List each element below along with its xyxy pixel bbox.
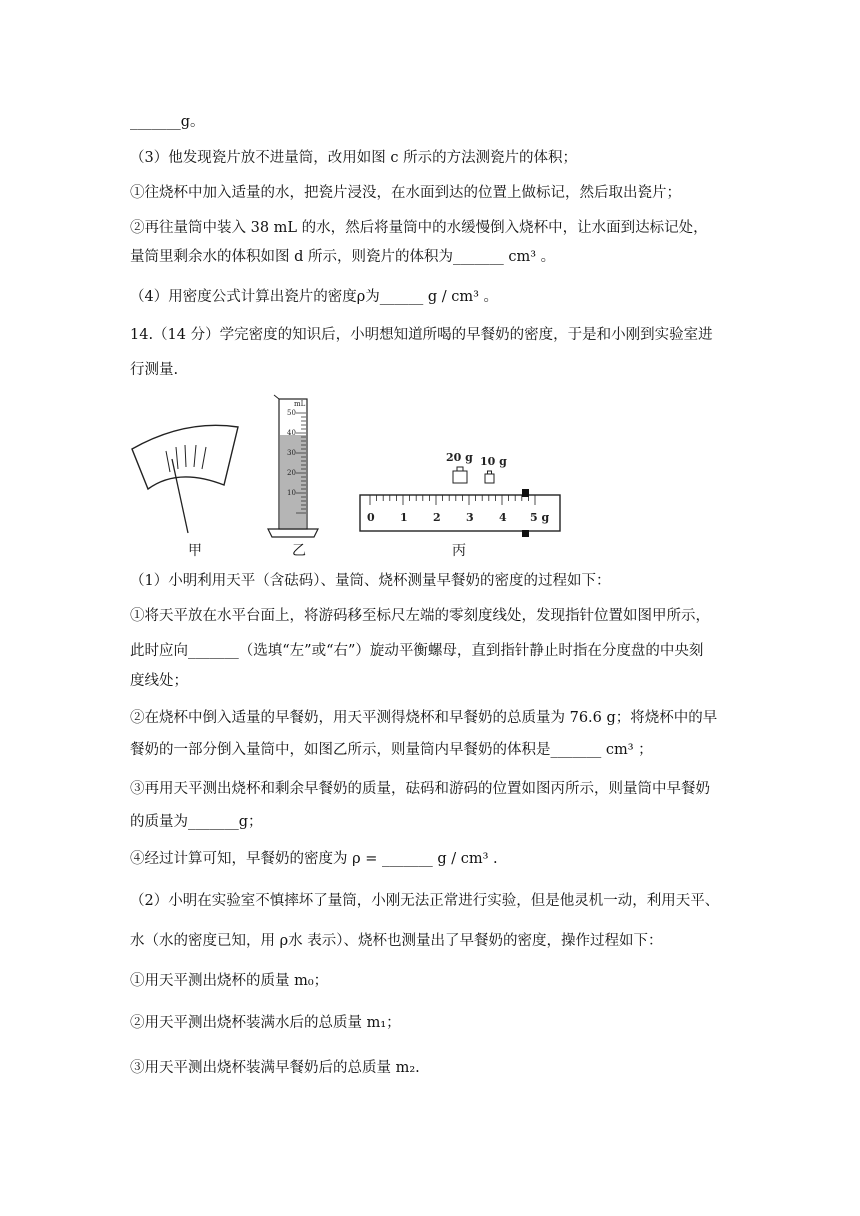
caption-yi: 乙	[292, 543, 306, 559]
weight-10g	[485, 474, 494, 483]
pointer-needle	[172, 459, 188, 533]
weight-label-10g: 10 g	[480, 455, 507, 468]
cylinder-tick: 40	[287, 429, 296, 437]
text-line: （3）他发现瓷片放不进量筒，改用如图 c 所示的方法测瓷片的体积；	[130, 150, 578, 166]
text-line: ①往烧杯中加入适量的水，把瓷片浸没，在水面到达的位置上做标记，然后取出瓷片；	[130, 185, 681, 201]
text-line: 餐奶的一部分倒入量筒中，如图乙所示，则量筒内早餐奶的体积是_______ cm³ ；	[130, 742, 653, 758]
weights-and-rider-figure	[360, 451, 560, 537]
text-line: ①用天平测出烧杯的质量 m₀；	[130, 973, 329, 989]
weight-20g	[453, 471, 467, 483]
cylinder-tick: 20	[287, 469, 296, 477]
ruler-label: 0	[367, 511, 375, 524]
text-line: 量筒里剩余水的体积如图 d 所示，则瓷片的体积为_______ cm³ 。	[130, 249, 556, 265]
ruler-label: 3	[466, 511, 474, 524]
text-line: ①将天平放在水平台面上，将游码移至标尺左端的零刻度线处，发现指针位置如图甲所示，	[130, 608, 710, 624]
balance-dial-figure	[132, 425, 238, 533]
ruler-label: 5 g	[530, 511, 550, 524]
figures-group	[128, 393, 728, 563]
text-line: ②在烧杯中倒入适量的早餐奶，用天平测得烧杯和早餐奶的总质量为 76.6 g；将烧杯中的早	[130, 710, 718, 726]
text-line: 度线处；	[130, 673, 188, 689]
text-line: （4）用密度公式计算出瓷片的密度ρ为______ g / cm³ 。	[130, 289, 499, 305]
weight-label-20g: 20 g	[446, 451, 473, 464]
rider-bottom	[522, 530, 529, 537]
question-14-title: 14.（14 分）学完密度的知识后，小明想知道所喝的早餐奶的密度，于是和小刚到实验室进	[130, 327, 713, 343]
text-line: 此时应向_______（选填“左”或“右”）旋动平衡螺母，直到指针静止时指在分度盘的中央刻	[130, 643, 704, 659]
text-line: （2）小明在实验室不慎摔坏了量筒，小刚无法正常进行实验，但是他灵机一动，利用天平、	[130, 893, 720, 909]
cylinder-unit: mL	[294, 400, 306, 408]
cylinder-tick: 50	[287, 409, 296, 417]
text-line: ②用天平测出烧杯装满水后的总质量 m₁；	[130, 1015, 401, 1031]
text-line: ③再用天平测出烧杯和剩余早餐奶的质量，砝码和游码的位置如图丙所示，则量筒中早餐奶	[130, 781, 710, 797]
text-line: （1）小明利用天平（含砝码）、量筒、烧杯测量早餐奶的密度的过程如下：	[130, 573, 611, 589]
ruler-label: 1	[400, 511, 408, 524]
text-line: _______g。	[130, 114, 205, 130]
cylinder-tick: 30	[287, 449, 296, 457]
ruler-label: 2	[433, 511, 441, 524]
ruler-label: 4	[499, 511, 507, 524]
text-line: 的质量为_______g；	[130, 814, 263, 830]
text-line: 行测量.	[130, 362, 179, 378]
graduated-cylinder-figure	[268, 395, 318, 537]
rider-top	[522, 489, 529, 497]
cylinder-tick: 10	[287, 489, 296, 497]
caption-jia: 甲	[188, 543, 202, 559]
text-line: ③用天平测出烧杯装满早餐奶后的总质量 m₂.	[130, 1060, 420, 1076]
text-line: ②再往量筒中装入 38 mL 的水，然后将量筒中的水缓慢倒入烧杯中，让水面到达标记处，	[130, 220, 708, 236]
text-line: 水（水的密度已知，用 ρ水 表示）、烧杯也测量出了早餐奶的密度，操作过程如下：	[130, 933, 663, 949]
caption-bing: 丙	[452, 543, 466, 559]
text-line: ④经过计算可知，早餐奶的密度为 ρ = _______ g / cm³ .	[130, 851, 498, 867]
